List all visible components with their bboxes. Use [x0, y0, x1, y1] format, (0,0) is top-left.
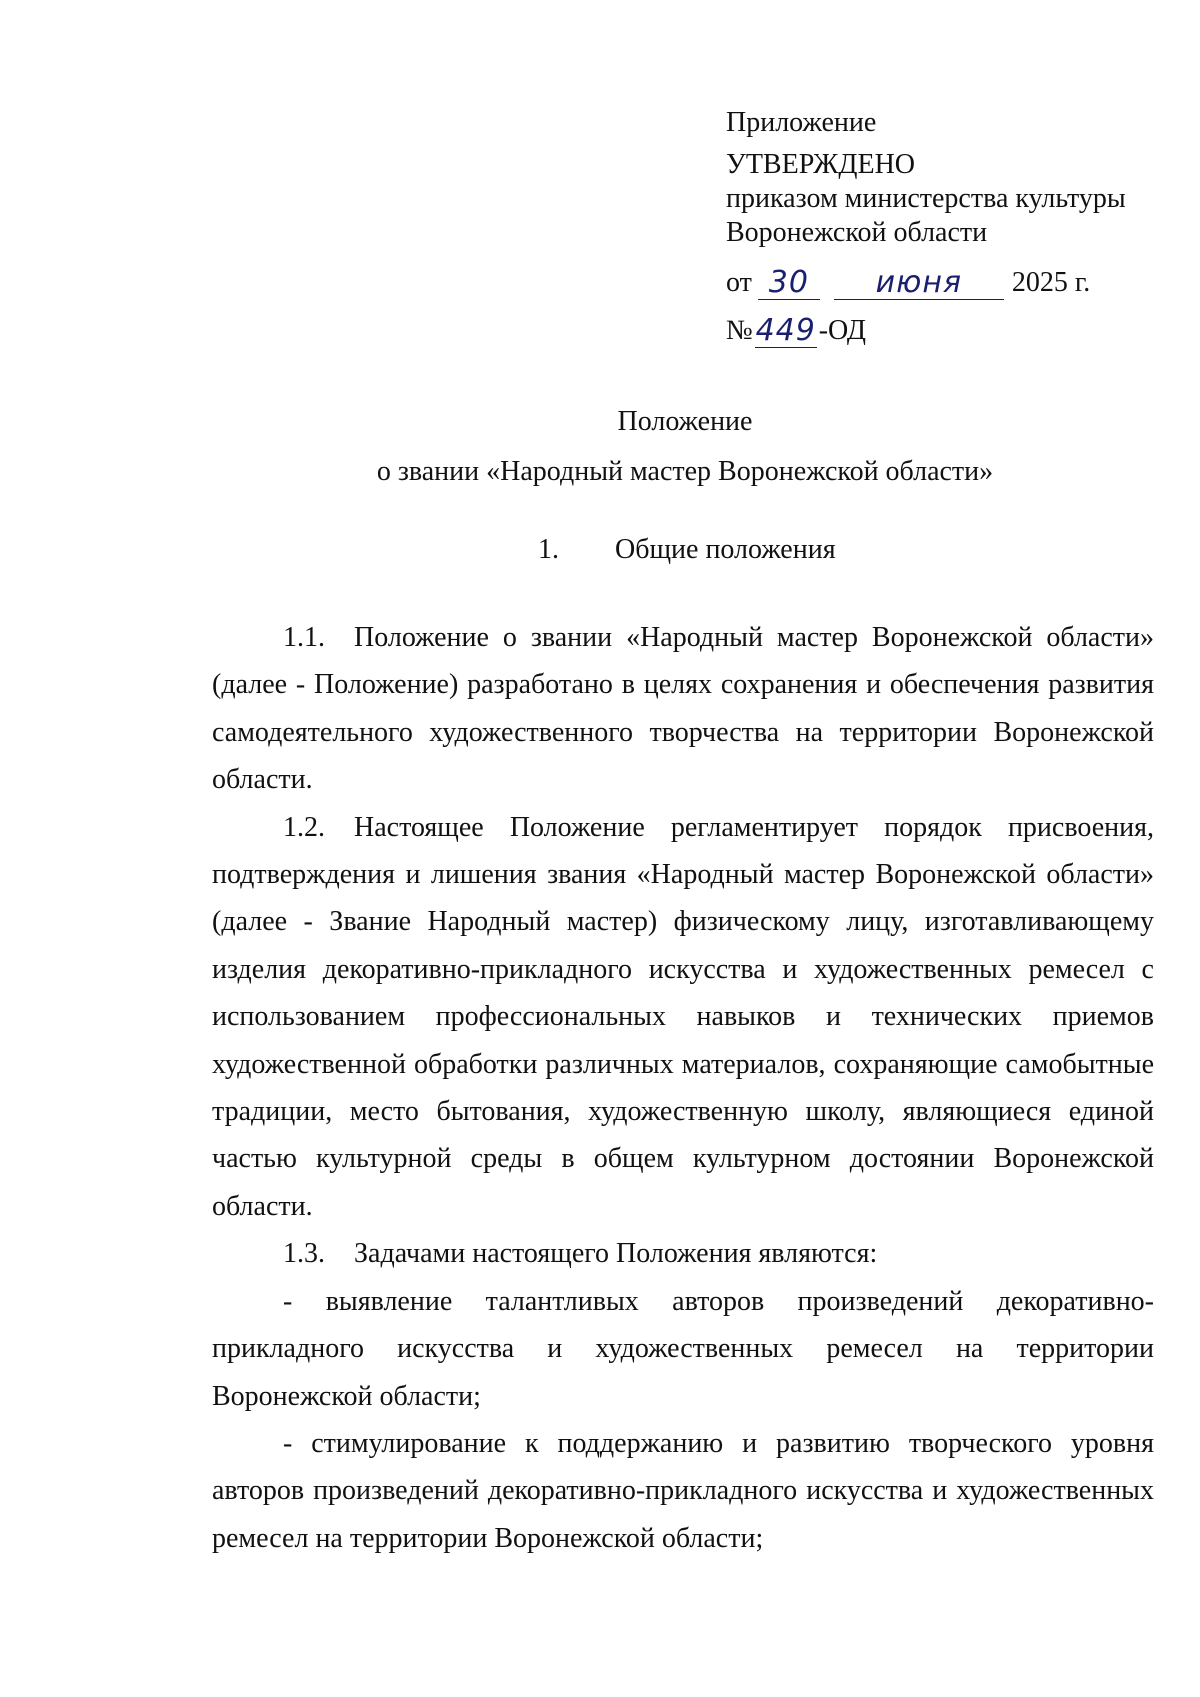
list-item-text: - выявление талантливых авторов произведений декоративно-прикладного искусства и художественных ремесел на территории Воронежской области; [212, 1285, 1154, 1412]
document-title: Положение [617, 406, 753, 437]
paragraph-number: 1.3. [283, 1238, 325, 1270]
date-day-handwritten: 30 [758, 268, 820, 300]
section-number: 1. [538, 534, 559, 565]
paragraph-1-2 [212, 804, 1154, 1231]
section-title: Общие положения [615, 534, 836, 565]
paragraph-text: Настоящее Положение регламентирует порядок присвоения, подтверждения и лишения звания «Народный мастер Воронежской области» (далее - Звание Народный мастер) физическому лицу, изготавливающему изделия декоративно-прикладного искусства и художественных ремесел с использованием профессиональных навыков и технических приемов художественной обработки различных материалов, сохраняющие самобытные традиции, место бытования, художественную школу, являющиеся единой частью культурной среды в общем культурном достоянии Воронежской области. [212, 811, 1154, 1222]
list-item-text: - стимулирование к поддержанию и развитию творческого уровня авторов произведений декоративно-прикладного искусства и художественных ремесел на территории Воронежской области; [212, 1427, 1154, 1554]
date-month-handwritten: июня [834, 268, 1004, 300]
number-line [726, 304, 1166, 348]
section-heading [538, 533, 836, 567]
paragraph-1-1 [212, 614, 1154, 804]
number-suffix: -ОД [818, 315, 866, 346]
order-line-2: Воронежской области [726, 217, 988, 248]
paragraph-text: Задачами настоящего Положения являются: [354, 1238, 878, 1270]
appendix-label: Приложение [726, 107, 877, 138]
order-line-1: приказом министерства культуры [726, 183, 1126, 214]
list-item [212, 1420, 1154, 1562]
paragraph-1-3 [212, 1230, 1154, 1277]
date-line [726, 256, 1166, 300]
approved-label: УТВЕРЖДЕНО [726, 149, 916, 180]
date-year: 2025 г. [1011, 267, 1091, 298]
list-item [212, 1278, 1154, 1420]
number-prefix: № [726, 315, 753, 346]
number-handwritten: 449 [755, 313, 816, 348]
body-text [212, 614, 1154, 1562]
paragraph-text: Положение о звании «Народный мастер Воронежской области» (далее - Положение) разработано в целях сохранения и обеспечения развития самодеятельного художественного творчества на территории Воронежской области. [212, 622, 1154, 796]
approval-block [726, 106, 1166, 348]
paragraph-number: 1.2. [283, 811, 325, 843]
document-subtitle: о звании «Народный мастер Воронежской области» [376, 456, 994, 487]
paragraph-number: 1.1. [283, 622, 325, 653]
date-prefix: от [726, 267, 752, 298]
